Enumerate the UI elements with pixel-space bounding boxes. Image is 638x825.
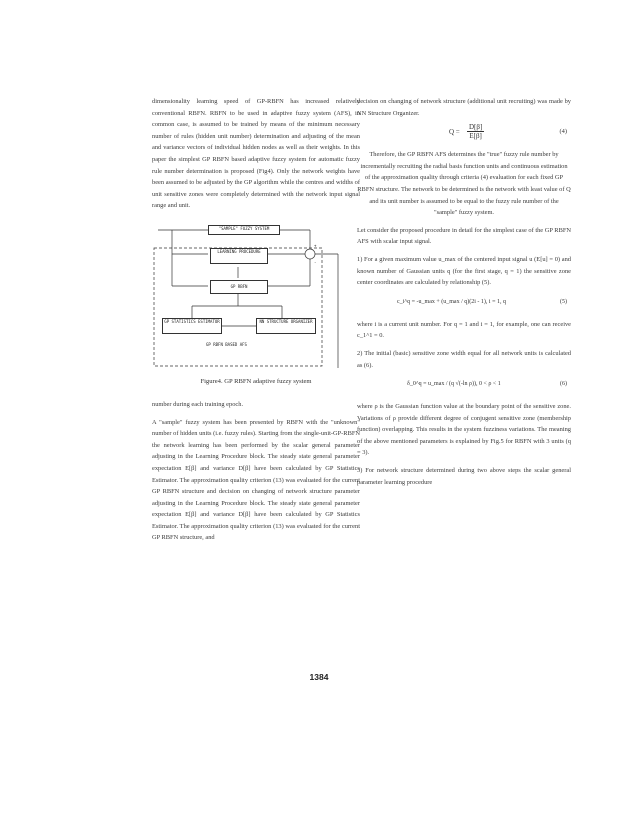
- equation-5-number: (5): [560, 298, 567, 305]
- sample-fuzzy-system-box: "SAMPLE" FUZZY SYSTEM: [208, 225, 280, 235]
- equation-4-fraction: [467, 123, 484, 140]
- equation-6-number: (6): [560, 381, 567, 388]
- right-paragraph-1: decision on changing of network structure (additional unit recruiting) was made by NN Structure Organizer.: [357, 98, 571, 117]
- summer-plus-sign: +: [314, 242, 317, 248]
- right-paragraph-7: where ρ is the Gaussian function value at the boundary point of the sensitive zone. Variations of ρ provide different degree of conjugent sensitive zone (membership function) overlapping. This results in the system fuzziness variations. The meaning of the above mentioned parameters is explained by Fig.5 for RBFN with 3 units (q = 3).: [357, 403, 571, 457]
- equation-4-numerator: D[β]: [469, 123, 483, 132]
- right-paragraph-3: Let consider the proposed procedure in detail for the simplest case of the GP RBFN AFS with scalar input signal.: [357, 226, 571, 246]
- gp-rbfn-box: GP RBFN: [210, 280, 268, 294]
- equation-6-body: δ_0^q = u_max / (q √(-ln ρ)), 0 < ρ < 1: [407, 381, 501, 388]
- left-intro-paragraph: dimensionality learning speed of GP-RBFN has increased relatively conventional RBFN. RBFN to be used in adaptive fuzzy system (AFS), in common case, is assumed to be trained by means of the minimum necessary number of rules (hidden unit number) determination and adjusting of the mean and variance vectors of individual hidden nodes as well as their weights. In this paper the simplest GP RBFN based adaptive fuzzy system for automatic fuzzy rule number determination is proposed (Fig4). Only the network weights have been assumed to be adjusted by the GP algorithm while the centres and widths of unit sensitive zones were completely determined with the network input signal range and unit.: [152, 98, 360, 210]
- equation-5-body: c_i^q = -u_max + (u_max / q)(2i - 1), i = 1, q: [397, 298, 506, 305]
- right-paragraph-4: 1) For a given maximum value u_max of the centered input signal u (E[u] = 0) and known number of Gaussian units q (for the first stage, q = 1) the sensitive zone center coordinates are calculated by relationship (5).: [357, 255, 571, 287]
- nn-structure-organizer-box: NN STRUCTURE ORGANIZER: [256, 318, 316, 334]
- figure-4-caption: Figure4. GP RBFN adaptive fuzzy system: [200, 377, 312, 385]
- left-paragraph-3: A "sample" fuzzy system has been presented by RBFN with the "unknown" number of hidden units (i.e. fuzzy rules). Starting from the single-unit-GP-RBFN the network learning has been performed by the scalar general parameter adjusting in the Learning Procedure block. The steady state general parameter expectation E[β] and variance D[β] have been calculated by GP Statistics Estimator. The approximation quality criterion (13) was evaluated for the current GP RBFN structure and decision on changing of network structure parameter adjusting in the Learning Procedure block. The steady state general parameter expectation E[β] and variance D[β] have been calculated by GP Statistics Estimator. The approximation quality criterion (13) was evaluated for the current GP RBFN structure, and: [152, 418, 360, 542]
- figure-4: [152, 222, 360, 370]
- equation-4-lhs: Q =: [449, 128, 460, 137]
- left-paragraph-2: number during each training epoch.: [152, 400, 244, 408]
- equation-4-denominator: E[β]: [469, 132, 482, 141]
- group-dashed-border: [154, 248, 322, 366]
- equation-4: [357, 119, 571, 149]
- right-paragraph-8: 3) For network structure determined during two above steps the scalar general parameter learning procedure: [357, 467, 571, 486]
- group-label: GP RBFN BASED AFS: [206, 341, 247, 347]
- equation-5: [357, 289, 571, 319]
- equation-4-number: (4): [559, 128, 567, 136]
- right-paragraph-6: 2) The initial (basic) sensitive zone width equal for all network units is calculated as (6).: [357, 349, 571, 369]
- summer-circle: [305, 249, 315, 259]
- equation-6: [357, 371, 571, 401]
- learning-procedure-box: LEARNING PROCEDURE: [210, 248, 268, 264]
- right-paragraph-2: Therefore, the GP RBFN AFS determines the "true" fuzzy rule number by incrementally recruiting the radial basis function units and continuous estimation of the approximation quality through criteria (4) evaluation for each fixed GP RBFN structure. The network to be determined is the network with least value of Q and its unit number is assumed to be equal to the fuzzy rule number of the "sample" fuzzy system.: [357, 151, 571, 217]
- right-column: [357, 96, 571, 488]
- left-column: [152, 96, 360, 544]
- gp-statistics-estimator-box: GP STATISTICS ESTIMATOR: [162, 318, 222, 334]
- right-paragraph-5: where i is a current unit number. For q = 1 and i = 1, for example, one can receive c_1^1 = 0.: [357, 320, 571, 340]
- summer-minus-sign: -: [314, 259, 317, 265]
- page-number: 1384: [309, 672, 329, 682]
- figure-4-connectors: [152, 222, 360, 370]
